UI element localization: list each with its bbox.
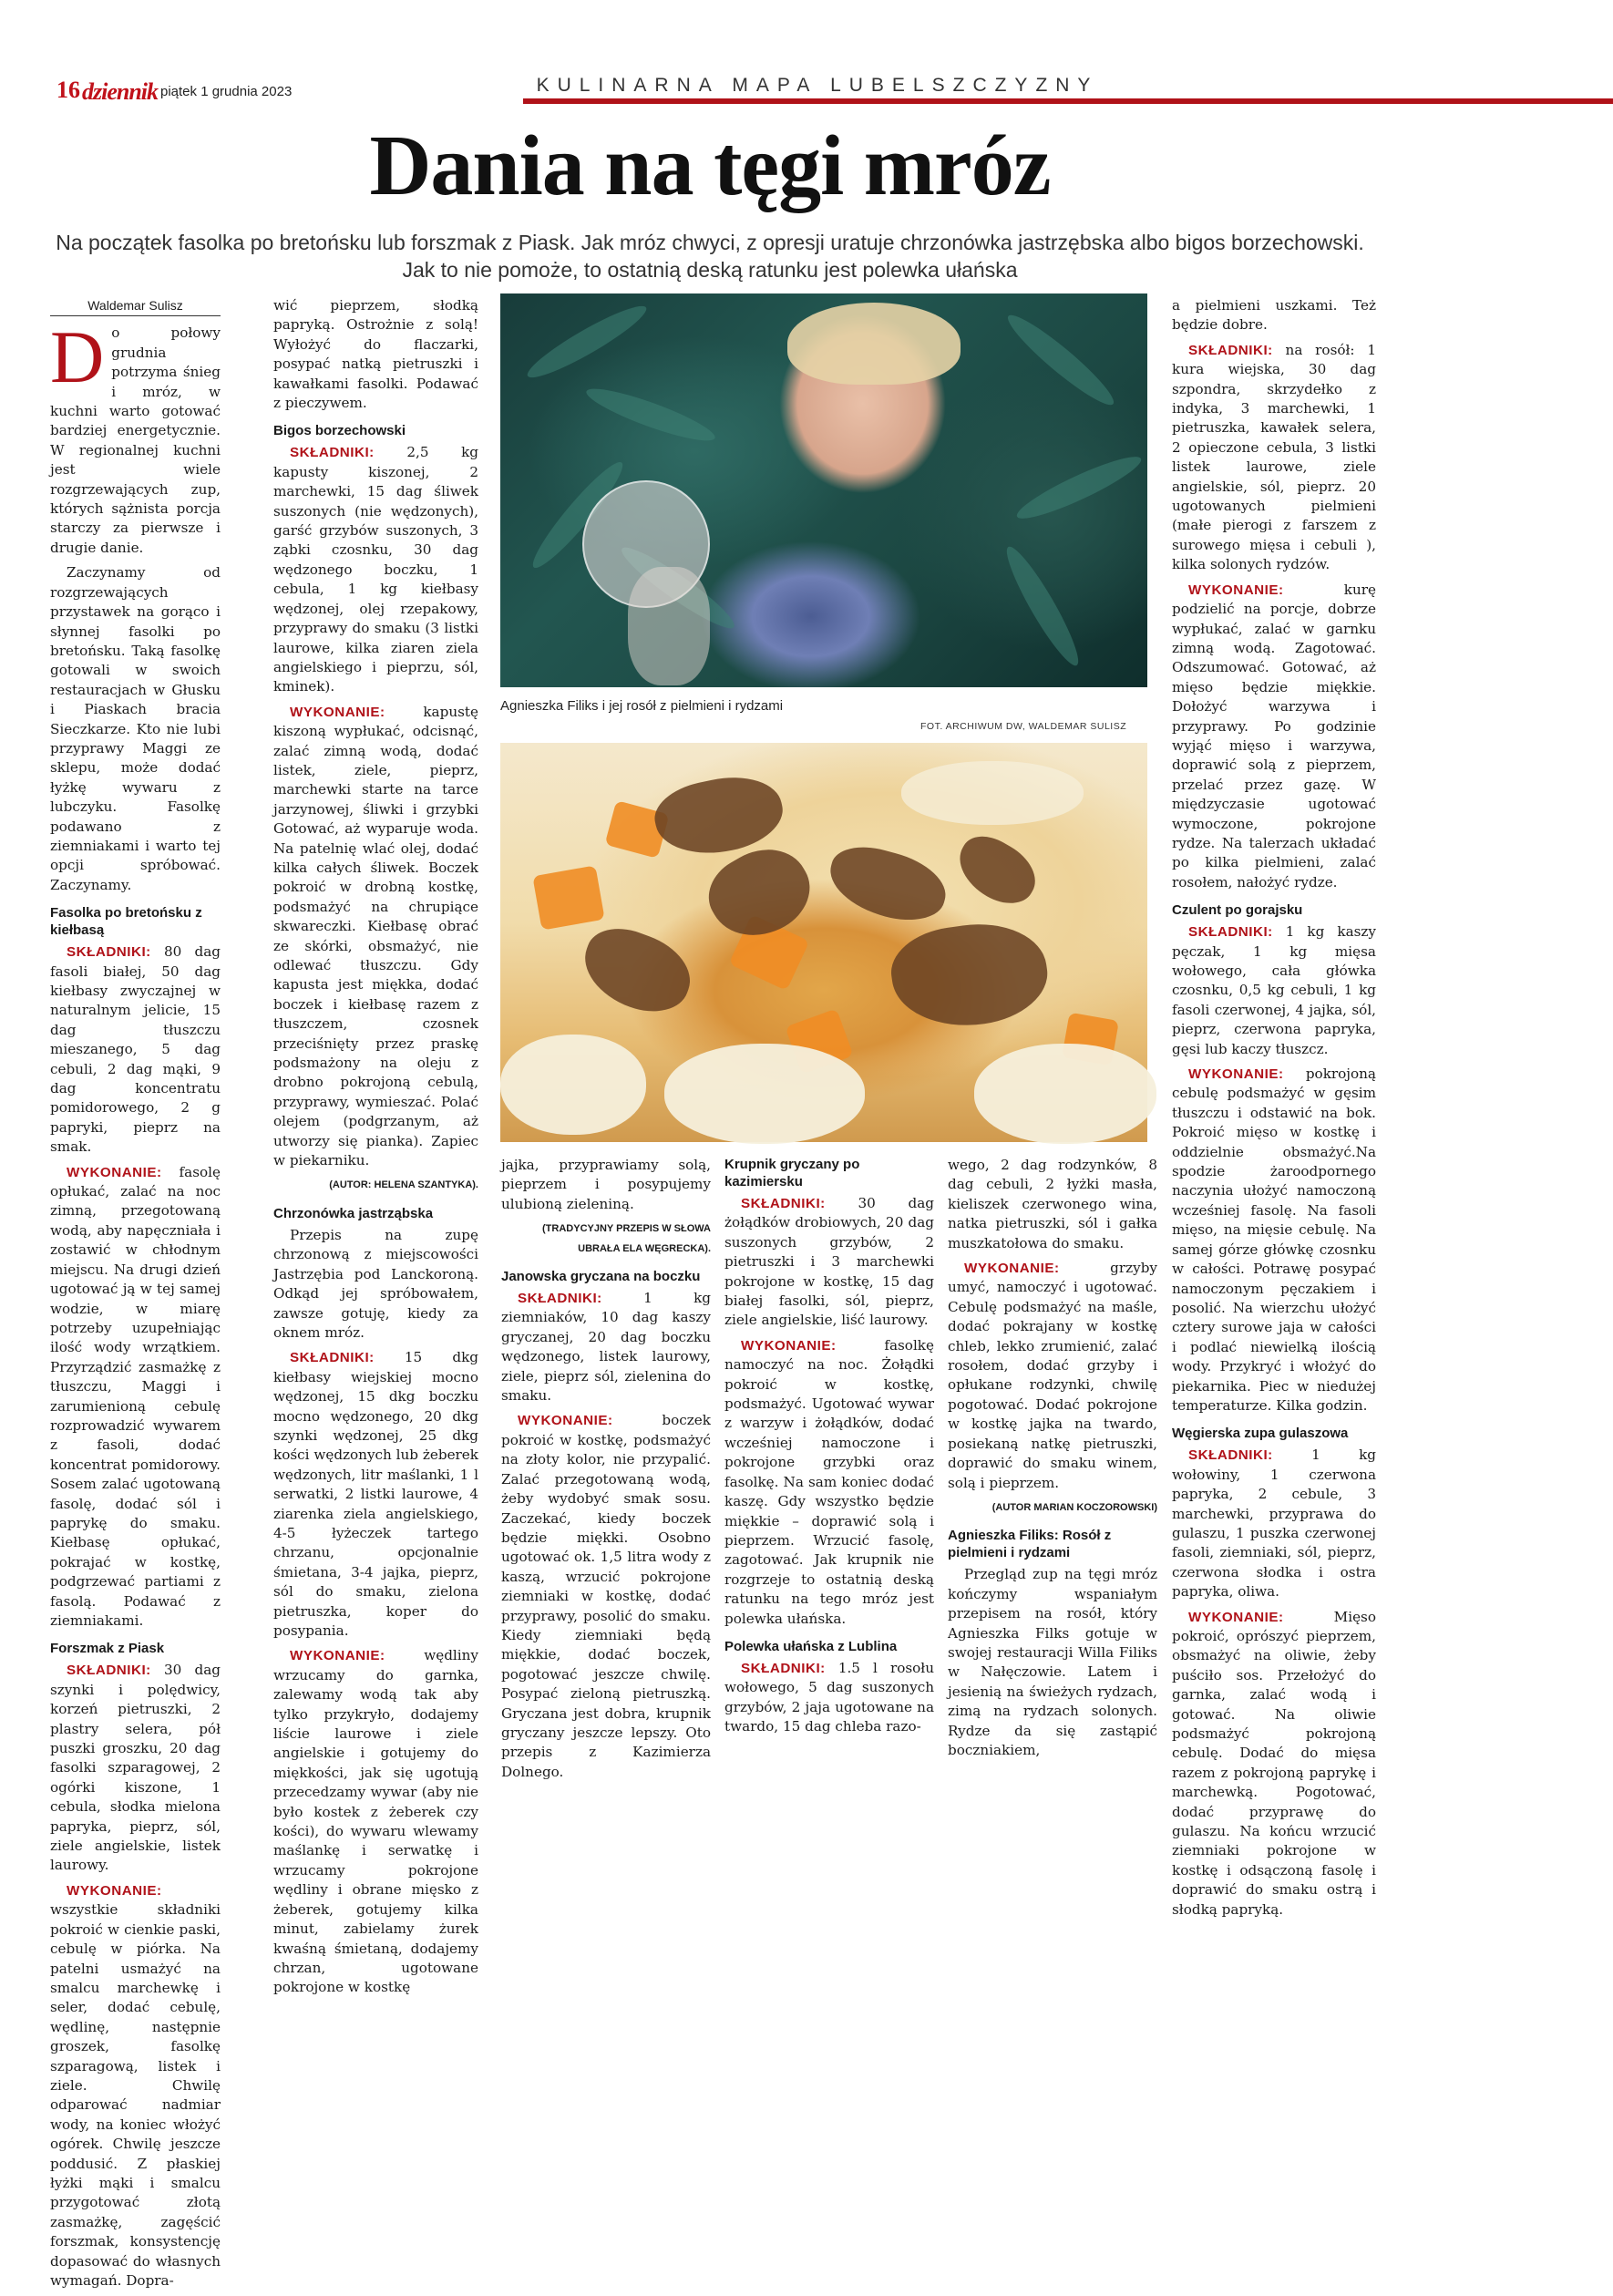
recipe-title: Chrzonówka jastrząbska: [273, 1205, 434, 1221]
headline: Dania na tęgi mróz: [369, 118, 1051, 213]
paragraph: wego, 2 dag rodzynków, 8 dag cebuli, 2 łyżki masła, kieliszek czerwonego wina, natka pietruszki, sól i gałka muszkatołowa do smaku.: [948, 1157, 1157, 1251]
column-2: [273, 296, 478, 2003]
section-title: KULINARNA MAPA LUBELSZCZYZNY: [536, 75, 1099, 96]
recipe-credit: (AUTOR: HELENA SZANTYKA).: [329, 1179, 478, 1191]
method-text: kapustę kiszoną wypłukać, odcisnąć, zalać zimną wodą, dodać listek, ziele, pieprz, marchewki starte na tarce jarzynowej, śliwki i grzybki Gotować, aż wyparuje woda. Na patelnię wlać olej, dodać kilka całych śliwek. Boczek pokroić w drobną kostkę, podsmażyć na chrupiące skwareczki. Kiełbasę obrać ze skórki, obsmażyć, nie odlewać tłuszczu. Gdy kapusta jest miękka, dodać boczek i kiełbasę razem z tłuszczem, czosnek przeciśnięty przez praskę podsmażony na oleju z drobno pokrojoną cebulą, przyprawy, wymieszać. Polać olejem (podgrzanym, aż utworzy się pianka). Zapiec w piekarniku.: [273, 703, 478, 1169]
ingredients-label: SKŁADNIKI:: [1188, 342, 1273, 358]
column-1: [50, 296, 221, 2296]
ingredients-text: 1 kg wołowiny, 1 czerwona papryka, 2 cebule, 3 marchewki, przyprawa do gulaszu, 1 puszka czerwonej fasoli, ziemniaki, sól, pieprz, czerwona słodka i ostra papryka, oliwa.: [1172, 1447, 1376, 1601]
ingredients-text: na rosół: 1 kura wiejska, 30 dag szpondra, skrzydełko z indyka, 3 marchewki, 1 pietruszka, kawałek selera, 2 opieczone cebula, 3 listki listek laurowe, ziele angielskie, sól, pieprz. 20 ugotowanych pielmieni (małe pierogi z farszem z surowego mięsa i cebuli ), kilka solonych rydzów.: [1172, 341, 1376, 573]
method-text: pokrojoną cebulę podsmażyć w gęsim tłuszczu i odstawić na bok. Pokroić mięso w kostkę i oddzielnie obsmażyć.Na spodzie żaroodpornego naczynia ułożyć namoczoną wcześniej fasolę. Na fasoli mięso, na mięsie cebulę. Na samej górze główkę czosnku w całości. Potrawę posypać namoczonym pęczakiem i posolić. Na wierzchu ułożyć cztery surowe jaja w całości i podlać niewielką ilością wody. Przykryć i włożyć do piekarnika. Piec w niedużej temperaturze. Kilka godzin.: [1172, 1066, 1376, 1414]
column-4: [724, 1156, 934, 1743]
masthead: [57, 77, 1363, 104]
ingredients-label: SKŁADNIKI:: [518, 1291, 602, 1307]
ingredients-text: 1 kg kaszy pęczak, 1 kg mięsa wołowego, cała główka czosnku, 0,5 kg cebuli, 1 kg fasoli czerwonej, 4 jajka, sól, pieprz, czerwona papryka, gęsi lub kaczy tłuszcz.: [1172, 923, 1376, 1057]
method-text: Mięso pokroić, oprószyć pieprzem, obsmażyć na oliwie, żeby puściło sos. Przełożyć do garnka, zalać wodą i gotować. Na oliwie podsmażyć pokrojoną cebulę. Dodać do mięsa razem z pokrojoną paprykę i marchewką. Pogotować, dodać przyprawę do gulaszu. Na końcu wrzucić ziemniaki pokrojone w kostkę i odsączoną fasolę i doprawić do smaku ostrą i słodką papryką.: [1172, 1608, 1376, 1918]
method-text: grzyby umyć, namoczyć i ugotować. Cebulę podsmażyć na maśle, dodać pokrajany w kostkę chleb, lekko zrumienić, zalać rosołem, dodać grzyby i opłukane rodzynki, chwilę pogotować. Dodać pokrojone w kostkę jajka na twardo, posiekaną natkę pietruszki, doprawić do smaku winem, solą i pieprzem.: [948, 1260, 1157, 1491]
method-text: wszystkie składniki pokroić w cienkie paski, cebulę w piórka. Na patelni usmażyć na smalcu marchewkę i seler, dodać cebulę, wędlinę, następnie groszek, fasolkę szparagową, listek i ziele. Chwilę odparować nadmiar wody, na koniec włożyć ogórek. Chwilę jeszcze poddusić. Z płaskiej łyżki mąki i smalcu przygotować złotą zasmażkę, zagęścić forszmak, konsystencję dopasować do własnych wymagań. Dopra-: [50, 1901, 221, 2289]
method-text: boczek pokroić w kostkę, podsmażyć na złoty kolor, nie przypalić. Zalać przegotowaną wodą, żeby wydobyć smak sosu. Zaczekać, kiedy boczek będzie miękki. Osobno ugotować ok. 1,5 litra wody z kaszą, wrzucić pokrojone ziemniaki w kostkę, dodać przyprawy, posolić do smaku. Kiedy ziemniaki będą miękkie, dodać boczek, pogotować jeszcze chwilę. Posypać zieloną pietruszką. Gryczana jest dobra, krupnik gryczany jeszcze lepszy. Oto przepis z Kazimierza Dolnego.: [501, 1412, 711, 1780]
paragraph: Przegląd zup na tęgi mróz kończymy wspaniałym przepisem na rosół, który Agnieszka Filks gotuje w swojej restauracji Willa Filiks w Nałęczowie. Latem i jesienią na świeżych rydzach, zimą na rydzach solonych. Rydze da się zastąpić boczniakiem,: [948, 1566, 1157, 1758]
ingredients-label: SKŁADNIKI:: [67, 944, 151, 961]
column-5: [948, 1156, 1157, 1766]
ingredients-text: 80 dag fasoli białej, 50 dag kiełbasy zwyczajnej w naturalnym jelicie, 15 dag tłuszczu mieszanego, 5 dag cebuli, 2 dag mąki, 9 dag koncentratu pomidorowego, 2 g papryki, pieprz na smak.: [50, 943, 221, 1156]
recipe-title: Węgierska zupa gulaszowa: [1172, 1426, 1349, 1442]
recipe-title: Fasolka po bretońsku z kiełbasą: [50, 905, 202, 939]
ingredients-text: 2,5 kg kapusty kiszonej, 2 marchewki, 15 dag śliwek suszonych (nie wędzonych), garść grzybów suszonych, 3 ząbki czosnku, 30 dag wędzonego boczku, 1 cebula, 1 kg kiełbasy wędzonej, olej rzepakowy, przyprawy do smaku (3 listki laurowe, kilka ziaren ziela angielskiego i pieprzu, sól, kminek).: [273, 444, 479, 695]
paragraph: wić pieprzem, słodką papryką. Ostrożnie z solą! Wyłożyć do flaczarki, posypać natką pietruszki i kawałkami fasolki. Podawać z pieczywem.: [273, 297, 478, 412]
method-label: WYKONANIE:: [741, 1337, 837, 1354]
section-rule: [523, 98, 1613, 104]
portrait-photo: [500, 293, 1147, 687]
photo-caption: Agnieszka Filiks i jej rosół z pielmieni i rydzami: [500, 698, 784, 714]
method-label: WYKONANIE:: [67, 1164, 162, 1180]
ingredients-text: 1 kg ziemniaków, 10 dag kaszy gryczanej, 20 dag boczku wędzonego, listek laurowy, ziele, pieprz sól, zielenina do smaku.: [501, 1290, 711, 1405]
ingredients-label: SKŁADNIKI:: [741, 1660, 826, 1676]
recipe-title: Bigos borzechowski: [273, 423, 406, 439]
paragraph: jajka, przyprawiamy solą, pieprzem i posypujemy ulubioną zieleniną.: [501, 1157, 711, 1212]
ingredients-text: 30 dag żołądków drobiowych, 20 dag suszonych grzybów, 2 pietruszki i 3 marchewki pokrojone w kostkę, 15 dag białej fasolki, sól, pieprz, ziele angielskie, liść laurowy.: [724, 1195, 935, 1329]
method-label: WYKONANIE:: [518, 1413, 613, 1429]
author-byline: Waldemar Sulisz: [50, 296, 221, 316]
recipe-title: Polewka ułańska z Lublina: [724, 1638, 898, 1654]
column-6: [1172, 296, 1376, 1925]
method-label: WYKONANIE:: [290, 1648, 385, 1664]
paragraph: Przepis na zupę chrzonową z miejscowości Jastrzębia pod Lanckoroną. Odkąd jej spróbowałem, zawsze gotuję, kiedy za oknem mróz.: [273, 1226, 478, 1341]
ingredients-label: SKŁADNIKI:: [1188, 1447, 1273, 1464]
ingredients-text: 15 dkg kiełbasy wiejskiej mocno wędzonej, 15 dkg boczku mocno wędzonego, 20 dkg szynki wędzonej, 25 dkg kości wędzonych lub żeberek wędzonych, litr maślanki, 1 l serwatki, 2 listki laurowe, 4 ziarenka ziela angielskiego, 4-5 łyżeczek tartego chrzanu, opcjonalnie śmietana, 3-4 jajka, pieprz, sól do smaku, zielona pietruszka, koper do posypania.: [273, 1349, 479, 1639]
issue-date: piątek 1 grudnia 2023: [160, 84, 293, 99]
ingredients-text: 30 dag szynki i polędwicy, korzeń pietruszki, 2 plastry selera, pół puszki groszku, 20 dag fasolki szparagowej, 2 ogórki kiszone, 1 cebula, słodka mielona papryka, pieprz, sól, ziele angielskie, listek laurowy.: [50, 1662, 221, 1874]
method-label: WYKONANIE:: [1188, 1609, 1284, 1625]
recipe-credit: (TRADYCYJNY PRZEPIS W SŁOWA UBRAŁA ELA WĘGRECKA).: [542, 1223, 711, 1254]
recipe-title: Krupnik gryczany po kazimiersku: [724, 1157, 860, 1189]
recipe-title: Forszmak z Piask: [50, 1641, 165, 1657]
ingredients-label: SKŁADNIKI:: [290, 1350, 375, 1366]
method-text: wędliny wrzucamy do garnka, zalewamy wodą tak aby tylko przykryło, dodajemy liście laurowe i ziele angielskie i gotujemy do miękkości, jak się ugotują przecedzamy wywar (aby nie było kostek z żeberek czy kości), do wywaru wlewamy maślankę i serwatkę i wrzucamy pokrojone wędliny i obrane mięsko z żeberek, gotujemy kilka minut, zabielamy żurek kwaśną śmietaną, dodajemy chrzan, ugotowane pokrojone w kostkę: [273, 1647, 478, 1996]
photo-credit: FOT. ARCHIWUM DW, WALDEMAR SULISZ: [920, 721, 1127, 732]
method-label: WYKONANIE:: [67, 1882, 162, 1899]
recipe-title: Czulent po gorajsku: [1172, 902, 1303, 919]
recipe-credit: (AUTOR MARIAN KOCZOROWSKI): [991, 1501, 1157, 1513]
method-label: WYKONANIE:: [964, 1261, 1060, 1277]
dropcap: D: [50, 315, 105, 399]
paragraph: a pielmieni uszkami. Też będzie dobre.: [1172, 297, 1376, 334]
brand-logo: dziennik: [82, 78, 159, 105]
recipe-title: Agnieszka Filiks: Rosół z pielmieni i rydzami: [948, 1528, 1112, 1561]
method-text: fasolkę namoczyć na noc. Żołądki pokroić w kostkę, podsmażyć. Ugotować wywar z warzyw i żołądków, dodać wcześniej namoczone i pokrojone grzybki oraz fasolkę. Na sam koniec dodać kaszę. Gdy wszystko będzie miękkie – doprawić solą i pieprzem. Wrzucić fasolę, zagotować. Jak krupnik nie rozgrzeje to ostatnią deską ratunku na tego mróz jest polewka ułańska.: [724, 1336, 934, 1627]
lead-paragraph: Na początek fasolka po bretońsku lub forszmak z Piask. Jak mróz chwyci, z opresji uratuje chrzonówka jastrzębska albo bigos borzechowski. Jak to nie pomoże, to ostatnią deską ratunku jest polewka ułańska: [56, 231, 1364, 282]
ingredients-label: SKŁADNIKI:: [1188, 924, 1273, 941]
page-number: 16: [57, 77, 80, 103]
ingredients-label: SKŁADNIKI:: [290, 445, 375, 461]
method-label: WYKONANIE:: [1188, 1066, 1284, 1083]
method-label: WYKONANIE:: [290, 704, 385, 720]
column-3: [501, 1156, 711, 1787]
soup-photo: [500, 743, 1147, 1142]
method-text: fasolę opłukać, zalać na noc zimną, przegotowaną wodą, aby napęczniała i zostawić w chłodnym miejscu. Na drugi dzień ugotować ją w tej samej wodzie, w miarę potrzeby uzupełniając ilość wody wrzątkiem. Przyrządzić zasmażkę z tłuszczu, Maggi i zarumienioną cebulę rozprowadzić wywarem z fasoli, dodać koncentrat pomidorowy. Sosem zalać ugotowaną fasolę, dodać sól i paprykę do smaku. Kiełbasę opłukać, pokrajać w kostkę, podgrzewać partiami z fasolą. Podawać z ziemniakami.: [50, 1163, 221, 1629]
ingredients-label: SKŁADNIKI:: [67, 1663, 151, 1679]
intro-text: o połowy grudnia potrzyma śnieg i mróz, w kuchni warto gotować bardziej energetycznie. W regionalnej kuchni jest wiele rozgrzewających zup, których sążnista porcja starczy za pierwsze i drugie danie.: [50, 324, 221, 556]
method-label: WYKONANIE:: [1188, 582, 1284, 598]
ingredients-text: 1.5 l rosołu wołowego, 5 dag suszonych grzybów, 2 jaja ugotowane na twardo, 15 dag chleba razo-: [724, 1659, 934, 1735]
recipe-title: Janowska gryczana na boczku: [501, 1269, 701, 1285]
paragraph: Zaczynamy od rozgrzewających przystawek na gorąco i słynnej fasolki po bretońsku. Taką fasolkę gotowali w swoich restauracjach w Głusku i Piaskach bracia Sieczkarze. Kto nie lubi przyprawy Maggi ze sklepu, może dodać łyżkę wywaru z lubczyku. Fasolkę podawano z ziemniakami i warto tej opcji spróbować. Zaczynamy.: [50, 564, 221, 893]
method-text: kurę podzielić na porcje, dobrze wypłukać, zalać w garnku zimną wodą. Zagotować. Odszumować. Gotować, aż mięso będzie miękkie. Dołożyć warzywa i przyprawy. Po godzinie wyjąć mięso i warzywa, doprawić solą z pieprzem, przelać przez gazę. W międzyczasie ugotować wymoczone, pokrojone rydze. Na talerzach układać po kilka pielmieni, zalać rosołem, nałożyć rydze.: [1172, 581, 1376, 891]
ingredients-label: SKŁADNIKI:: [741, 1196, 826, 1211]
